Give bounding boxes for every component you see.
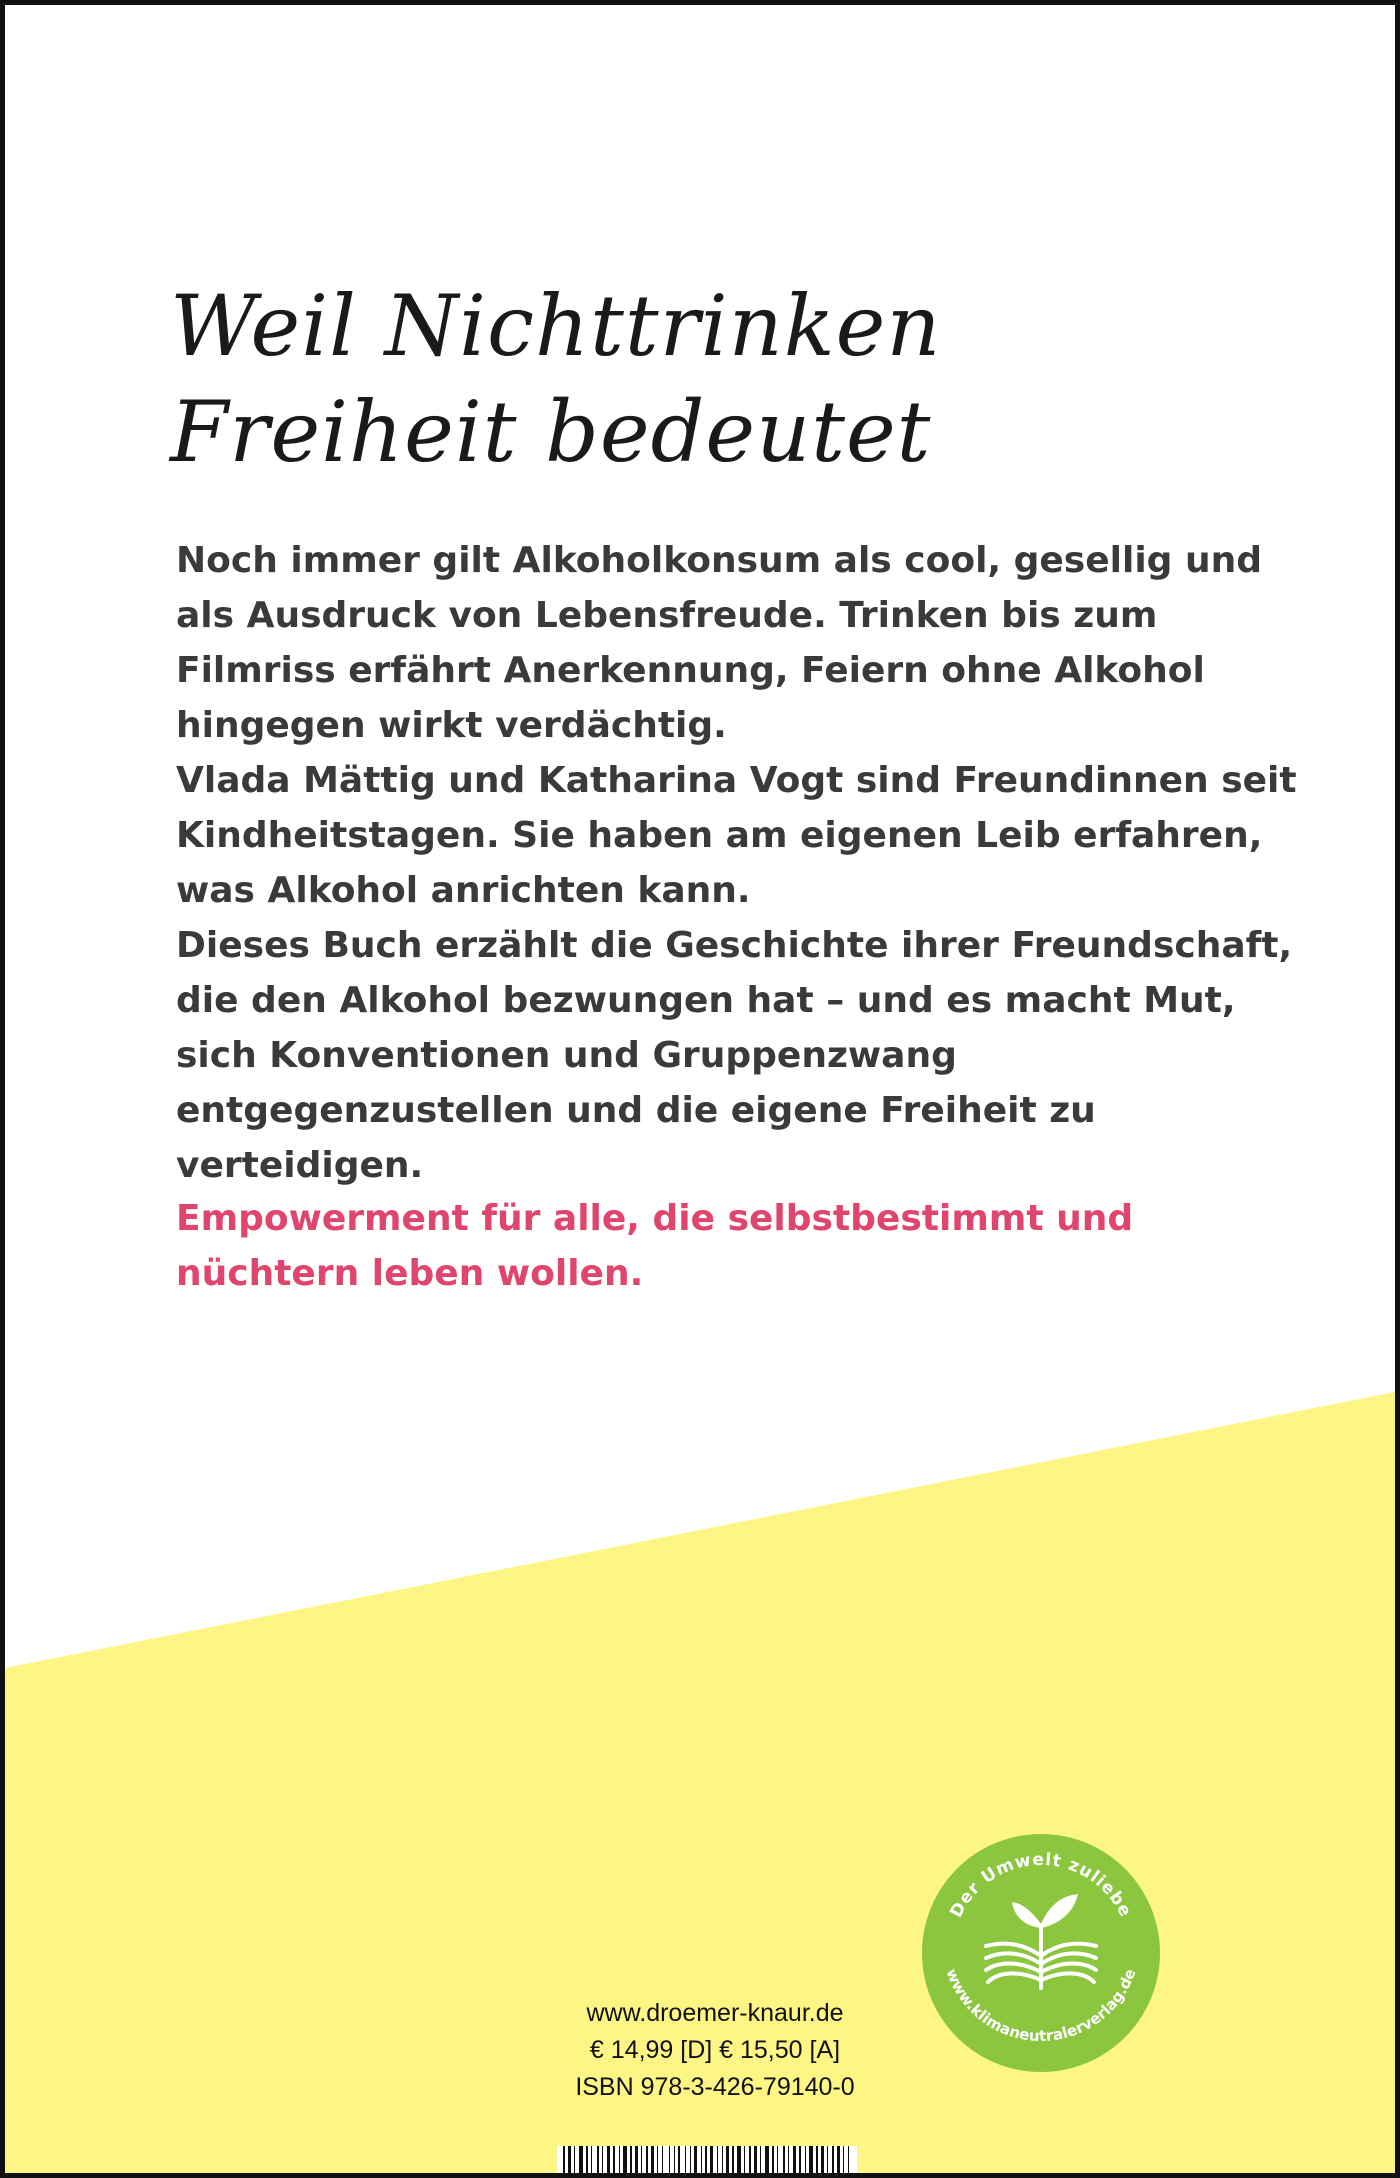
eco-badge-bottom-text: www.klimaneutralerverlag.de [942,1966,1140,2046]
isbn: ISBN 978-3-426-79140-0 [575,2073,855,2101]
blurb-text [176,533,1306,1193]
headline-line-2: Freiheit bedeutet [170,383,932,481]
eco-badge [920,1832,1162,2074]
headline [170,273,941,485]
tagline: Empowerment für alle, die selbstbestimmt und nüchtern leben wollen. [176,1198,1134,1294]
headline-line-1: Weil Nichttrinken [170,277,942,375]
eco-badge-top-text: Der Umwelt zuliebe [946,1849,1136,1921]
barcode [557,2146,857,2177]
price-info: € 14,99 [D] € 15,50 [A] [589,2036,841,2064]
blurb-paragraph-2: Vlada Mättig und Katharina Vogt sind Freundinnen seit Kindheitstagen. Sie haben am eigenen Leib erfahren, was Alkohol anrichten kann. [176,760,1297,911]
blurb-paragraph-3: Dieses Buch erzählt die Geschichte ihrer Freundschaft, die den Alkohol bezwungen hat – und es macht Mut, sich Konventionen und Gruppenzwang entgegenzustellen und die eigene Freiheit zu verteidigen. [176,925,1293,1186]
publisher-info [545,1995,885,2106]
blurb-paragraph-1: Noch immer gilt Alkoholkonsum als cool, gesellig und als Ausdruck von Lebensfreude. Trinken bis zum Filmriss erfährt Anerkennung, Feiern ohne Alkohol hingegen wirkt verdächtig. [176,540,1262,746]
publisher-website: www.droemer-knaur.de [586,1999,844,2027]
